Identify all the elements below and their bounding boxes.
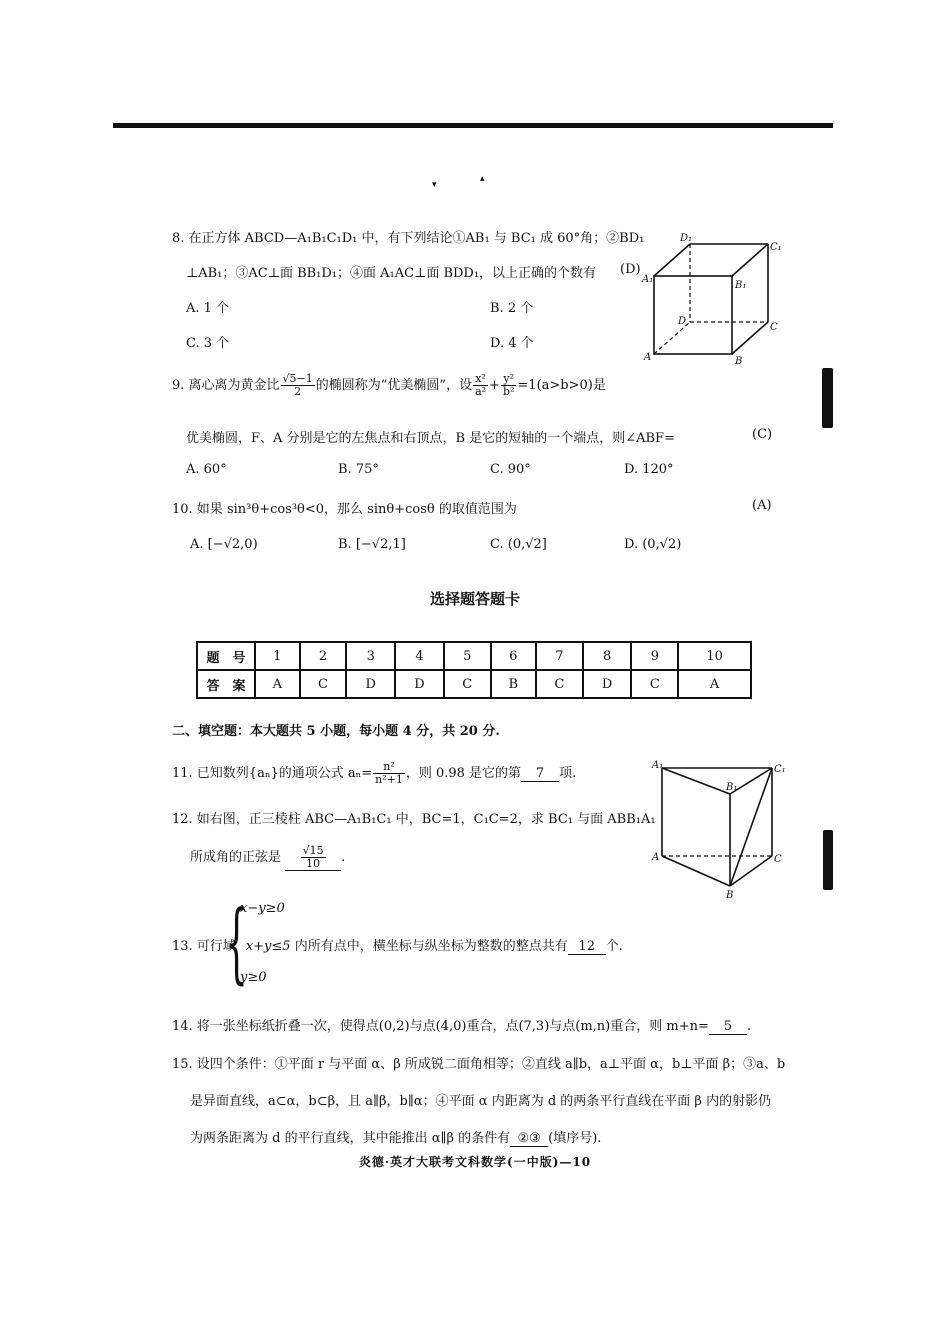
q13-condition-3: y≥0 <box>240 970 267 985</box>
q15-line3: 为两条距离为 d 的平行直线，其中能推出 α∥β 的条件有 ②③ (填序号). <box>190 1131 602 1146</box>
table-cell: 7 <box>536 642 583 670</box>
q10-option-a: A. [−√2,0) <box>190 537 258 552</box>
q13-condition-1: x−y≥0 <box>240 901 285 916</box>
q11-line: 11. 已知数列{aₙ}的通项公式 aₙ= $\frac{\text{n²}}{\text{n²+1}}$ ，则 0.98 是它的第 7 项. <box>172 760 577 786</box>
q8-option-c: C. 3 个 <box>186 336 230 351</box>
table-cell: 8 <box>583 642 632 670</box>
q9-line2: 优美椭圆，F、A 分别是它的左焦点和右顶点，B 是它的短轴的一个端点，则∠ABF= <box>186 431 675 446</box>
cube-label-d: D <box>678 316 687 327</box>
q10-answer: (A) <box>752 498 772 513</box>
q8-answer: (D) <box>620 262 641 277</box>
q14-answer-blank: 5 <box>709 1019 747 1035</box>
q8-option-a: A. 1 个 <box>186 301 230 316</box>
q9-line1: 9. 离心离为黄金比 $\frac{√5-1}{2}$ 的椭圆称为“优美椭圆”，设 $\frac{\text{x²}}{\text{a²}}$ + $\frac{\text{y²}}{\text{b²}}$ =1(a>b>0)是 <box>172 372 606 398</box>
table-cell: C <box>444 670 491 698</box>
cube-label-a1: A₁ <box>642 274 654 285</box>
table-cell: A <box>255 670 300 698</box>
system-brace: { <box>225 892 248 995</box>
table-cell: 2 <box>300 642 347 670</box>
sequence-formula: $\frac{\text{n²}}{\text{n²+1}}$ <box>375 760 403 786</box>
cube-figure <box>640 228 790 368</box>
q9-text-a: 9. 离心离为黄金比 <box>172 378 280 393</box>
q15-answer-blank: ②③ <box>510 1131 548 1147</box>
ellipse-y-term: $\frac{\text{y²}}{\text{b²}}$ <box>502 372 515 398</box>
q8-option-b: B. 2 个 <box>490 301 534 316</box>
q13-main-line: 13. 可行域 x+y≤5 内所有点中，横坐标与纵坐标为整数的整点共有 12 个. <box>172 939 623 954</box>
q9-option-c: C. 90° <box>490 462 531 477</box>
table-cell: B <box>491 670 536 698</box>
q13-condition-2: x+y≤5 <box>245 939 291 954</box>
cube-label-c: C <box>770 322 778 333</box>
table-cell: 6 <box>491 642 536 670</box>
prism-label-b: B <box>726 890 734 901</box>
row-label-answer: 答 案 <box>197 670 255 698</box>
section-2-heading: 二、填空题：本大题共 5 小题，每小题 4 分，共 20 分. <box>172 724 500 739</box>
prism-label-c1: C₁ <box>774 764 786 775</box>
q10-option-d: D. (0,√2) <box>624 537 682 552</box>
q8-line1: 8. 在正方体 ABCD—A₁B₁C₁D₁ 中，有下列结论①AB₁ 与 BC₁ 成 60°角；②BD₁ <box>172 231 645 246</box>
q10-option-b: B. [−√2,1] <box>338 537 406 552</box>
q9-text-b: 的椭圆称为“优美椭圆”，设 <box>315 378 473 393</box>
answer-card-title: 选择题答题卡 <box>429 590 520 608</box>
table-cell: D <box>346 670 395 698</box>
ellipse-x-term: $\frac{\text{x²}}{\text{a²}}$ <box>475 372 487 398</box>
prism-label-a1: A₁ <box>652 760 664 771</box>
prism-label-c: C <box>774 854 782 865</box>
prism-label-b1: B₁ <box>726 782 738 793</box>
table-cell: C <box>631 670 678 698</box>
q13-answer-blank: 12 <box>568 939 606 955</box>
q11-answer-blank: 7 <box>521 766 559 782</box>
cube-label-d1: D₁ <box>680 233 693 244</box>
table-cell: 5 <box>444 642 491 670</box>
table-cell: 9 <box>631 642 678 670</box>
table-cell: 10 <box>678 642 751 670</box>
answer-card-table <box>196 641 752 699</box>
golden-ratio: $\frac{√5-1}{2}$ <box>282 372 313 398</box>
top-rule <box>113 123 833 128</box>
q15-line1: 15. 设四个条件：①平面 r 与平面 α、β 所成锐二面角相等；②直线 a∥b，a⊥平面 α，b⊥平面 β；③a、b <box>172 1057 786 1072</box>
table-cell: A <box>678 670 751 698</box>
scan-ink-mark <box>823 830 833 890</box>
table-row <box>197 670 751 698</box>
table-cell: C <box>300 670 347 698</box>
prism-label-a: A <box>652 852 660 863</box>
table-cell: 1 <box>255 642 300 670</box>
row-label-number: 题 号 <box>197 642 255 670</box>
q12-line1: 12. 如右图，正三棱柱 ABC—A₁B₁C₁ 中，BC=1，C₁C=2，求 BC₁ 与面 ABB₁A₁ <box>172 812 656 827</box>
q8-option-d: D. 4 个 <box>490 336 534 351</box>
q10-option-c: C. (0,√2] <box>490 537 547 552</box>
page-footer: 炎德·英才大联考文科数学(一中版)—10 <box>358 1155 592 1169</box>
cube-label-b: B <box>735 356 743 367</box>
table-cell: D <box>583 670 632 698</box>
q12-answer-blank: $\frac{√15}{10}$ <box>285 845 341 871</box>
table-cell: C <box>536 670 583 698</box>
scan-speck: ▾ <box>432 180 437 190</box>
cube-label-a: A <box>644 352 652 363</box>
table-cell: 3 <box>346 642 395 670</box>
scan-ink-mark <box>822 368 833 428</box>
q9-text-c: =1(a>b>0)是 <box>517 378 606 393</box>
q12-line2: 所成角的正弦是 $\frac{√15}{10}$ . <box>190 844 346 870</box>
q9-option-b: B. 75° <box>338 462 379 477</box>
q14-line: 14. 将一张坐标纸折叠一次，使得点(0,2)与点(4,0)重合，点(7,3)与点(m,n)重合，则 m+n= 5 . <box>172 1019 751 1034</box>
scan-speck: ▴ <box>480 174 485 184</box>
table-cell: 4 <box>395 642 444 670</box>
q9-option-a: A. 60° <box>186 462 227 477</box>
q10-line1: 10. 如果 sin³θ+cos³θ<0，那么 sinθ+cosθ 的取值范围为 <box>172 502 517 517</box>
q9-answer: (C) <box>752 427 773 442</box>
table-cell: D <box>395 670 444 698</box>
q15-line2: 是异面直线，a⊂α，b⊂β，且 a∥β，b∥α；④平面 α 内距离为 d 的两条平行直线在平面 β 内的射影仍 <box>190 1094 772 1109</box>
table-row <box>197 642 751 670</box>
q8-line2: ⊥AB₁；③AC⊥面 BB₁D₁；④面 A₁AC⊥面 BDD₁，以上正确的个数有 <box>186 266 597 281</box>
cube-label-c1: C₁ <box>770 242 782 253</box>
q9-option-d: D. 120° <box>624 462 674 477</box>
cube-label-b1: B₁ <box>735 280 747 291</box>
prism-figure <box>648 758 788 903</box>
